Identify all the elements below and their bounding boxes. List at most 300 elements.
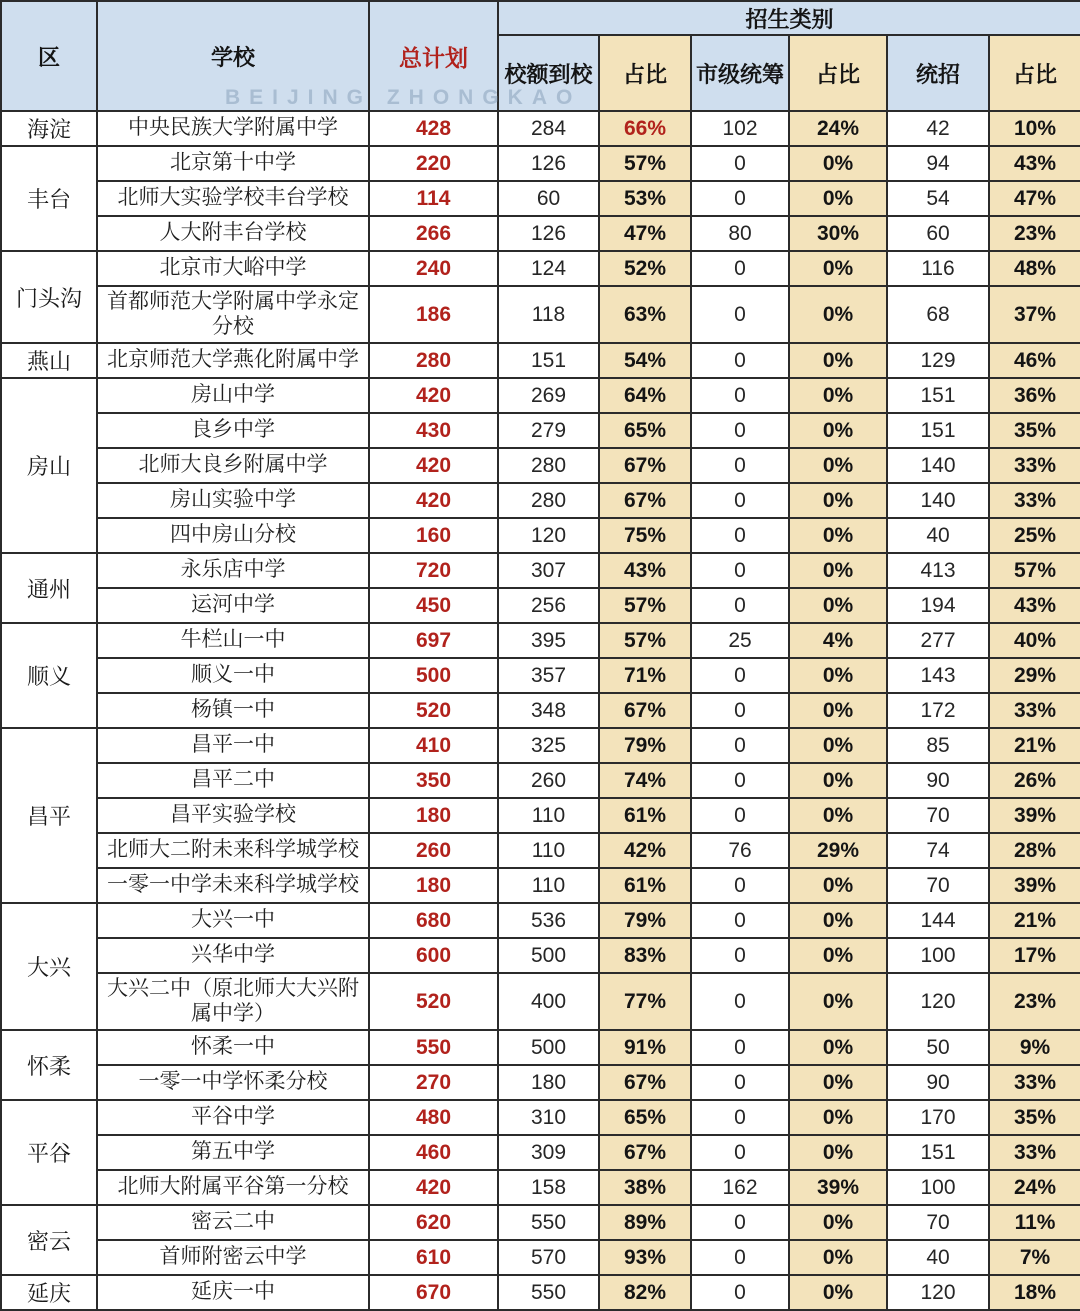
school-quota-cell: 269: [498, 378, 599, 413]
school-quota-cell: 279: [498, 413, 599, 448]
table-row: [1, 413, 1080, 448]
quota-ratio-cell: 57%: [599, 146, 691, 181]
unified-admission-cell: 100: [887, 1170, 989, 1205]
unified-ratio-cell: 25%: [989, 518, 1080, 553]
district-cell: 大兴: [1, 903, 97, 1030]
pooling-ratio-cell: 0%: [789, 798, 887, 833]
school-quota-cell: 151: [498, 343, 599, 378]
pooling-ratio-cell: 0%: [789, 938, 887, 973]
district-cell: 房山: [1, 378, 97, 553]
school-quota-cell: 307: [498, 553, 599, 588]
school-quota-cell: 60: [498, 181, 599, 216]
quota-ratio-cell: 65%: [599, 413, 691, 448]
school-quota-cell: 110: [498, 798, 599, 833]
unified-admission-cell: 74: [887, 833, 989, 868]
pooling-ratio-cell: 0%: [789, 1240, 887, 1275]
unified-admission-cell: 70: [887, 798, 989, 833]
pooling-ratio-cell: 0%: [789, 1275, 887, 1310]
quota-ratio-cell: 63%: [599, 286, 691, 343]
unified-admission-cell: 50: [887, 1030, 989, 1065]
unified-admission-cell: 42: [887, 111, 989, 146]
header-pooling-ratio: 占比: [789, 35, 887, 111]
quota-ratio-cell: 47%: [599, 216, 691, 251]
total-plan-cell: 520: [369, 973, 498, 1030]
quota-ratio-cell: 67%: [599, 483, 691, 518]
total-plan-cell: 428: [369, 111, 498, 146]
unified-ratio-cell: 43%: [989, 146, 1080, 181]
unified-ratio-cell: 47%: [989, 181, 1080, 216]
school-quota-cell: 284: [498, 111, 599, 146]
header-school: 学校: [97, 1, 369, 111]
total-plan-cell: 260: [369, 833, 498, 868]
table-row: [1, 693, 1080, 728]
quota-ratio-cell: 52%: [599, 251, 691, 286]
school-cell: 北师大二附未来科学城学校: [97, 833, 369, 868]
total-plan-cell: 680: [369, 903, 498, 938]
table-row: [1, 483, 1080, 518]
city-pooling-cell: 0: [691, 1100, 789, 1135]
total-plan-cell: 600: [369, 938, 498, 973]
school-cell: 密云二中: [97, 1205, 369, 1240]
header-unified-ratio: 占比: [989, 35, 1080, 111]
table-row: [1, 286, 1080, 343]
pooling-ratio-cell: 0%: [789, 146, 887, 181]
unified-ratio-cell: 11%: [989, 1205, 1080, 1240]
quota-ratio-cell: 91%: [599, 1030, 691, 1065]
school-cell: 人大附丰台学校: [97, 216, 369, 251]
table-row: [1, 1030, 1080, 1065]
header-city-pooling: 市级统筹: [691, 35, 789, 111]
city-pooling-cell: 0: [691, 518, 789, 553]
unified-ratio-cell: 26%: [989, 763, 1080, 798]
school-quota-cell: 348: [498, 693, 599, 728]
pooling-ratio-cell: 0%: [789, 903, 887, 938]
pooling-ratio-cell: 4%: [789, 623, 887, 658]
school-cell: 北师大附属平谷第一分校: [97, 1170, 369, 1205]
unified-ratio-cell: 33%: [989, 483, 1080, 518]
unified-ratio-cell: 23%: [989, 973, 1080, 1030]
unified-admission-cell: 151: [887, 413, 989, 448]
city-pooling-cell: 25: [691, 623, 789, 658]
table-row: [1, 623, 1080, 658]
pooling-ratio-cell: 0%: [789, 413, 887, 448]
unified-ratio-cell: 43%: [989, 588, 1080, 623]
total-plan-cell: 180: [369, 798, 498, 833]
pooling-ratio-cell: 0%: [789, 658, 887, 693]
table-row: [1, 833, 1080, 868]
unified-ratio-cell: 33%: [989, 448, 1080, 483]
unified-admission-cell: 143: [887, 658, 989, 693]
school-quota-cell: 357: [498, 658, 599, 693]
table-row: [1, 1100, 1080, 1135]
school-cell: 昌平一中: [97, 728, 369, 763]
total-plan-cell: 350: [369, 763, 498, 798]
school-quota-cell: 550: [498, 1275, 599, 1310]
unified-admission-cell: 70: [887, 868, 989, 903]
unified-ratio-cell: 48%: [989, 251, 1080, 286]
school-quota-cell: 120: [498, 518, 599, 553]
table-row: [1, 448, 1080, 483]
table-row: [1, 798, 1080, 833]
unified-admission-cell: 120: [887, 1275, 989, 1310]
total-plan-cell: 220: [369, 146, 498, 181]
quota-ratio-cell: 61%: [599, 868, 691, 903]
quota-ratio-cell: 89%: [599, 1205, 691, 1240]
quota-ratio-cell: 38%: [599, 1170, 691, 1205]
city-pooling-cell: 0: [691, 1030, 789, 1065]
pooling-ratio-cell: 0%: [789, 1135, 887, 1170]
school-cell: 第五中学: [97, 1135, 369, 1170]
total-plan-cell: 240: [369, 251, 498, 286]
school-cell: 良乡中学: [97, 413, 369, 448]
unified-admission-cell: 40: [887, 518, 989, 553]
unified-ratio-cell: 46%: [989, 343, 1080, 378]
unified-admission-cell: 172: [887, 693, 989, 728]
city-pooling-cell: 0: [691, 658, 789, 693]
city-pooling-cell: 0: [691, 146, 789, 181]
table-row: [1, 658, 1080, 693]
table-row: [1, 903, 1080, 938]
city-pooling-cell: 0: [691, 1205, 789, 1240]
district-cell: 门头沟: [1, 251, 97, 343]
city-pooling-cell: 0: [691, 693, 789, 728]
total-plan-cell: 270: [369, 1065, 498, 1100]
school-cell: 北师大实验学校丰台学校: [97, 181, 369, 216]
city-pooling-cell: 0: [691, 448, 789, 483]
district-cell: 燕山: [1, 343, 97, 378]
school-cell: 杨镇一中: [97, 693, 369, 728]
total-plan-cell: 720: [369, 553, 498, 588]
city-pooling-cell: 0: [691, 286, 789, 343]
school-cell: 中央民族大学附属中学: [97, 111, 369, 146]
table-row: [1, 938, 1080, 973]
header-district: 区: [1, 1, 97, 111]
quota-ratio-cell: 77%: [599, 973, 691, 1030]
quota-ratio-cell: 66%: [599, 111, 691, 146]
city-pooling-cell: 102: [691, 111, 789, 146]
total-plan-cell: 500: [369, 658, 498, 693]
pooling-ratio-cell: 0%: [789, 763, 887, 798]
school-quota-cell: 400: [498, 973, 599, 1030]
quota-ratio-cell: 43%: [599, 553, 691, 588]
quota-ratio-cell: 65%: [599, 1100, 691, 1135]
unified-ratio-cell: 18%: [989, 1275, 1080, 1310]
pooling-ratio-cell: 29%: [789, 833, 887, 868]
unified-ratio-cell: 37%: [989, 286, 1080, 343]
district-cell: 通州: [1, 553, 97, 623]
school-cell: 房山中学: [97, 378, 369, 413]
school-cell: 延庆一中: [97, 1275, 369, 1310]
unified-ratio-cell: 9%: [989, 1030, 1080, 1065]
total-plan-cell: 670: [369, 1275, 498, 1310]
unified-ratio-cell: 29%: [989, 658, 1080, 693]
district-cell: 顺义: [1, 623, 97, 728]
school-quota-cell: 280: [498, 448, 599, 483]
table-row: [1, 343, 1080, 378]
unified-admission-cell: 413: [887, 553, 989, 588]
unified-admission-cell: 85: [887, 728, 989, 763]
table-row: [1, 216, 1080, 251]
total-plan-cell: 450: [369, 588, 498, 623]
table-row: [1, 1065, 1080, 1100]
school-quota-cell: 500: [498, 938, 599, 973]
unified-ratio-cell: 21%: [989, 903, 1080, 938]
pooling-ratio-cell: 0%: [789, 1065, 887, 1100]
pooling-ratio-cell: 0%: [789, 553, 887, 588]
school-quota-cell: 110: [498, 868, 599, 903]
school-quota-cell: 124: [498, 251, 599, 286]
total-plan-cell: 410: [369, 728, 498, 763]
total-plan-cell: 420: [369, 378, 498, 413]
table-row: [1, 378, 1080, 413]
quota-ratio-cell: 67%: [599, 1135, 691, 1170]
city-pooling-cell: 0: [691, 903, 789, 938]
school-cell: 四中房山分校: [97, 518, 369, 553]
pooling-ratio-cell: 30%: [789, 216, 887, 251]
quota-ratio-cell: 67%: [599, 693, 691, 728]
district-cell: 平谷: [1, 1100, 97, 1205]
unified-ratio-cell: 33%: [989, 1135, 1080, 1170]
school-quota-cell: 325: [498, 728, 599, 763]
quota-ratio-cell: 75%: [599, 518, 691, 553]
table-row: [1, 1240, 1080, 1275]
school-cell: 一零一中学未来科学城学校: [97, 868, 369, 903]
school-quota-cell: 309: [498, 1135, 599, 1170]
pooling-ratio-cell: 0%: [789, 1100, 887, 1135]
quota-ratio-cell: 61%: [599, 798, 691, 833]
unified-ratio-cell: 7%: [989, 1240, 1080, 1275]
header-quota-ratio: 占比: [599, 35, 691, 111]
school-quota-cell: 260: [498, 763, 599, 798]
school-cell: 北京市大峪中学: [97, 251, 369, 286]
pooling-ratio-cell: 0%: [789, 973, 887, 1030]
total-plan-cell: 610: [369, 1240, 498, 1275]
school-cell: 平谷中学: [97, 1100, 369, 1135]
city-pooling-cell: 80: [691, 216, 789, 251]
city-pooling-cell: 0: [691, 1275, 789, 1310]
quota-ratio-cell: 71%: [599, 658, 691, 693]
school-quota-cell: 126: [498, 146, 599, 181]
district-cell: 延庆: [1, 1275, 97, 1310]
pooling-ratio-cell: 0%: [789, 448, 887, 483]
total-plan-cell: 520: [369, 693, 498, 728]
unified-admission-cell: 54: [887, 181, 989, 216]
total-plan-cell: 430: [369, 413, 498, 448]
total-plan-cell: 160: [369, 518, 498, 553]
unified-admission-cell: 70: [887, 1205, 989, 1240]
school-cell: 北京第十中学: [97, 146, 369, 181]
quota-ratio-cell: 57%: [599, 623, 691, 658]
city-pooling-cell: 162: [691, 1170, 789, 1205]
table-row: [1, 181, 1080, 216]
pooling-ratio-cell: 0%: [789, 378, 887, 413]
pooling-ratio-cell: 0%: [789, 588, 887, 623]
school-quota-cell: 158: [498, 1170, 599, 1205]
header-unified-admission: 统招: [887, 35, 989, 111]
unified-admission-cell: 170: [887, 1100, 989, 1135]
city-pooling-cell: 0: [691, 938, 789, 973]
pooling-ratio-cell: 24%: [789, 111, 887, 146]
unified-admission-cell: 68: [887, 286, 989, 343]
school-cell: 牛栏山一中: [97, 623, 369, 658]
table-row: [1, 868, 1080, 903]
unified-admission-cell: 129: [887, 343, 989, 378]
quota-ratio-cell: 74%: [599, 763, 691, 798]
unified-ratio-cell: 23%: [989, 216, 1080, 251]
city-pooling-cell: 0: [691, 1065, 789, 1100]
unified-admission-cell: 116: [887, 251, 989, 286]
total-plan-cell: 266: [369, 216, 498, 251]
unified-ratio-cell: 24%: [989, 1170, 1080, 1205]
quota-ratio-cell: 42%: [599, 833, 691, 868]
city-pooling-cell: 0: [691, 378, 789, 413]
table-row: [1, 1275, 1080, 1310]
pooling-ratio-cell: 0%: [789, 868, 887, 903]
school-quota-cell: 126: [498, 216, 599, 251]
quota-ratio-cell: 53%: [599, 181, 691, 216]
pooling-ratio-cell: 0%: [789, 286, 887, 343]
school-quota-cell: 500: [498, 1030, 599, 1065]
school-quota-cell: 550: [498, 1205, 599, 1240]
unified-ratio-cell: 39%: [989, 868, 1080, 903]
city-pooling-cell: 0: [691, 413, 789, 448]
school-cell: 大兴一中: [97, 903, 369, 938]
quota-ratio-cell: 54%: [599, 343, 691, 378]
table-row: [1, 728, 1080, 763]
school-cell: 房山实验中学: [97, 483, 369, 518]
table-row: [1, 1135, 1080, 1170]
unified-ratio-cell: 57%: [989, 553, 1080, 588]
city-pooling-cell: 0: [691, 1135, 789, 1170]
city-pooling-cell: 76: [691, 833, 789, 868]
total-plan-cell: 550: [369, 1030, 498, 1065]
unified-admission-cell: 144: [887, 903, 989, 938]
city-pooling-cell: 0: [691, 728, 789, 763]
table-row: [1, 763, 1080, 798]
unified-admission-cell: 40: [887, 1240, 989, 1275]
district-cell: 昌平: [1, 728, 97, 903]
table-row: [1, 111, 1080, 146]
city-pooling-cell: 0: [691, 588, 789, 623]
unified-admission-cell: 140: [887, 448, 989, 483]
school-quota-cell: 536: [498, 903, 599, 938]
city-pooling-cell: 0: [691, 553, 789, 588]
school-quota-cell: 570: [498, 1240, 599, 1275]
school-cell: 永乐店中学: [97, 553, 369, 588]
school-quota-cell: 180: [498, 1065, 599, 1100]
unified-admission-cell: 151: [887, 1135, 989, 1170]
quota-ratio-cell: 67%: [599, 448, 691, 483]
total-plan-cell: 420: [369, 448, 498, 483]
quota-ratio-cell: 82%: [599, 1275, 691, 1310]
unified-ratio-cell: 10%: [989, 111, 1080, 146]
total-plan-cell: 420: [369, 1170, 498, 1205]
unified-admission-cell: 90: [887, 1065, 989, 1100]
header-enrollment-category: 招生类别: [498, 1, 1080, 35]
watermark-text: BEIJING ZHONGKAO: [225, 86, 582, 109]
school-cell: 大兴二中（原北师大大兴附属中学）: [97, 973, 369, 1030]
unified-admission-cell: 140: [887, 483, 989, 518]
unified-admission-cell: 100: [887, 938, 989, 973]
city-pooling-cell: 0: [691, 798, 789, 833]
pooling-ratio-cell: 0%: [789, 343, 887, 378]
quota-ratio-cell: 83%: [599, 938, 691, 973]
school-quota-cell: 310: [498, 1100, 599, 1135]
total-plan-cell: 420: [369, 483, 498, 518]
table-row: [1, 553, 1080, 588]
pooling-ratio-cell: 0%: [789, 1205, 887, 1240]
total-plan-cell: 186: [369, 286, 498, 343]
school-quota-cell: 118: [498, 286, 599, 343]
table-row: [1, 588, 1080, 623]
school-quota-cell: 110: [498, 833, 599, 868]
district-cell: 怀柔: [1, 1030, 97, 1100]
unified-admission-cell: 194: [887, 588, 989, 623]
city-pooling-cell: 0: [691, 868, 789, 903]
total-plan-cell: 460: [369, 1135, 498, 1170]
school-cell: 昌平二中: [97, 763, 369, 798]
table-row: [1, 518, 1080, 553]
unified-ratio-cell: 39%: [989, 798, 1080, 833]
header-total-plan: 总计划: [369, 1, 498, 111]
school-cell: 昌平实验学校: [97, 798, 369, 833]
district-cell: 海淀: [1, 111, 97, 146]
district-cell: 丰台: [1, 146, 97, 251]
total-plan-cell: 180: [369, 868, 498, 903]
quota-ratio-cell: 64%: [599, 378, 691, 413]
table-row: [1, 973, 1080, 1030]
quota-ratio-cell: 79%: [599, 728, 691, 763]
header-school-quota: 校额到校: [498, 35, 599, 111]
unified-ratio-cell: 36%: [989, 378, 1080, 413]
school-cell: 一零一中学怀柔分校: [97, 1065, 369, 1100]
school-cell: 北京师范大学燕化附属中学: [97, 343, 369, 378]
pooling-ratio-cell: 0%: [789, 181, 887, 216]
city-pooling-cell: 0: [691, 973, 789, 1030]
unified-admission-cell: 60: [887, 216, 989, 251]
table-row: [1, 146, 1080, 181]
quota-ratio-cell: 57%: [599, 588, 691, 623]
quota-ratio-cell: 67%: [599, 1065, 691, 1100]
pooling-ratio-cell: 0%: [789, 693, 887, 728]
unified-ratio-cell: 28%: [989, 833, 1080, 868]
unified-admission-cell: 277: [887, 623, 989, 658]
quota-ratio-cell: 79%: [599, 903, 691, 938]
city-pooling-cell: 0: [691, 1240, 789, 1275]
school-cell: 顺义一中: [97, 658, 369, 693]
unified-ratio-cell: 17%: [989, 938, 1080, 973]
pooling-ratio-cell: 0%: [789, 251, 887, 286]
table-row: [1, 1170, 1080, 1205]
school-quota-cell: 395: [498, 623, 599, 658]
school-cell: 首师附密云中学: [97, 1240, 369, 1275]
unified-admission-cell: 90: [887, 763, 989, 798]
unified-ratio-cell: 33%: [989, 1065, 1080, 1100]
pooling-ratio-cell: 0%: [789, 728, 887, 763]
school-cell: 首都师范大学附属中学永定分校: [97, 286, 369, 343]
school-cell: 北师大良乡附属中学: [97, 448, 369, 483]
table-row: [1, 1205, 1080, 1240]
unified-ratio-cell: 35%: [989, 413, 1080, 448]
total-plan-cell: 280: [369, 343, 498, 378]
total-plan-cell: 114: [369, 181, 498, 216]
school-quota-cell: 256: [498, 588, 599, 623]
unified-admission-cell: 94: [887, 146, 989, 181]
pooling-ratio-cell: 0%: [789, 518, 887, 553]
table-row: [1, 251, 1080, 286]
total-plan-cell: 620: [369, 1205, 498, 1240]
total-plan-cell: 697: [369, 623, 498, 658]
